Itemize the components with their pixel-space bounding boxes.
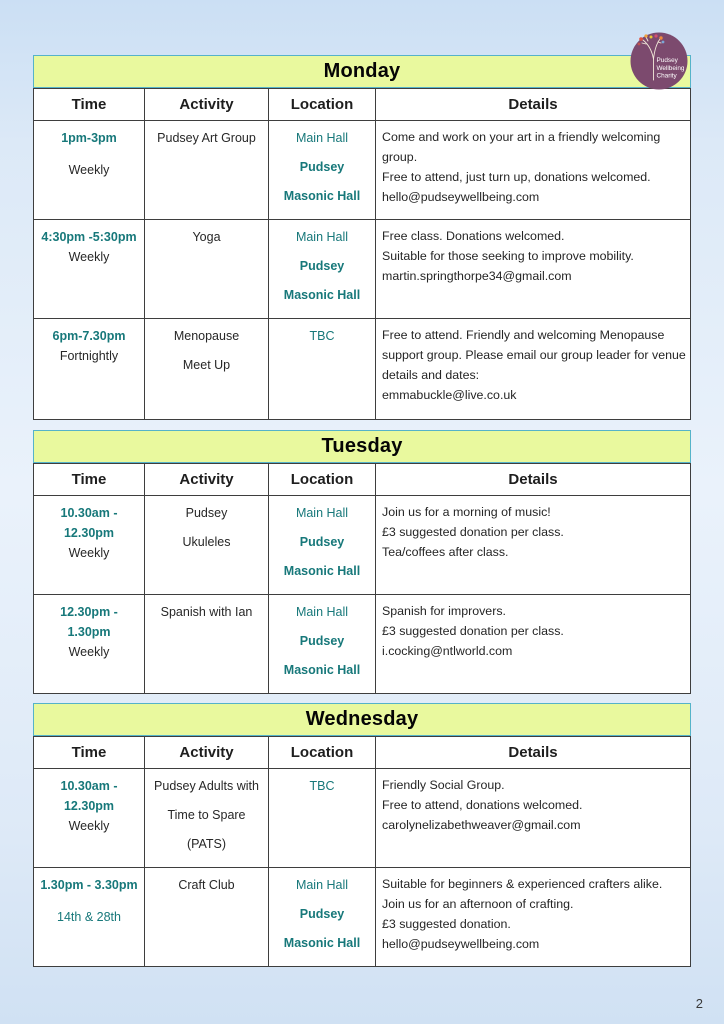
frequency-text: Weekly	[68, 645, 110, 659]
activity-text: Meet Up	[182, 358, 231, 372]
column-header-row	[34, 464, 691, 496]
location-cell	[269, 595, 376, 694]
day-header-tuesday	[33, 430, 691, 463]
time-text: 12.30pm	[63, 526, 115, 540]
location-text: Pudsey	[299, 259, 345, 273]
day-header-wednesday	[33, 703, 691, 736]
column-header-activity: Activity	[145, 89, 269, 121]
logo-text-line1: Pudsey	[656, 57, 678, 64]
time-text: 4:30pm -5:30pm	[41, 230, 137, 244]
activity-cell	[145, 121, 269, 220]
frequency-text: Weekly	[68, 546, 110, 560]
activity-text: Pudsey	[185, 506, 228, 520]
column-header-location: Location	[269, 464, 376, 496]
activity-text: Spanish with Ian	[160, 605, 253, 619]
column-header-activity: Activity	[145, 464, 269, 496]
activity-cell	[145, 868, 269, 967]
details-cell	[376, 769, 691, 868]
location-text: Masonic Hall	[283, 564, 361, 578]
time-cell	[34, 220, 145, 319]
day-section-tuesday	[33, 430, 691, 694]
column-header-time: Time	[34, 737, 145, 769]
activity-cell	[145, 319, 269, 420]
logo-text-line3: Charity	[656, 72, 677, 80]
location-text: Masonic Hall	[283, 288, 361, 302]
activity-text: Pudsey Adults with	[154, 779, 259, 793]
column-header-row	[34, 737, 691, 769]
details-cell	[376, 220, 691, 319]
location-text: Main Hall	[295, 878, 349, 892]
details-cell	[376, 868, 691, 967]
details-text: Suitable for beginners & experienced crafters alike.	[382, 877, 663, 891]
details-text: Tea/coffees after class.	[382, 545, 509, 560]
details-email: i.cocking@ntlworld.com	[382, 644, 513, 659]
schedule-table-wednesday	[33, 736, 691, 967]
table-row	[34, 769, 691, 868]
location-text: Main Hall	[295, 605, 349, 619]
location-cell	[269, 868, 376, 967]
details-email: emmabuckle@live.co.uk	[382, 388, 517, 403]
details-text: Suitable for those seeking to improve mobility.	[382, 249, 634, 264]
details-email: hello@pudseywellbeing.com	[382, 937, 540, 952]
time-cell	[34, 868, 145, 967]
location-text: Masonic Hall	[283, 663, 361, 677]
location-text: Pudsey	[299, 535, 345, 549]
day-section-monday	[33, 55, 691, 420]
activity-text: Yoga	[192, 230, 221, 244]
table-row	[34, 595, 691, 694]
details-email: hello@pudseywellbeing.com	[382, 190, 540, 205]
column-header-activity: Activity	[145, 737, 269, 769]
schedule-table-monday	[33, 88, 691, 420]
location-text: Masonic Hall	[283, 189, 361, 203]
frequency-text: 14th & 28th	[57, 910, 121, 924]
details-text: £3 suggested donation per class.	[382, 525, 564, 540]
details-text: Friendly Social Group.	[382, 778, 505, 792]
details-email: martin.springthorpe34@gmail.com	[382, 269, 572, 284]
time-text: 1.30pm - 3.30pm	[40, 878, 138, 892]
activity-cell	[145, 220, 269, 319]
details-text: Come and work on your art in a friendly welcoming group.	[382, 130, 661, 165]
day-header-monday	[33, 55, 691, 88]
location-cell	[269, 121, 376, 220]
charity-logo	[630, 32, 688, 90]
time-text: 12.30pm	[63, 799, 115, 813]
details-email: carolynelizabethweaver@gmail.com	[382, 818, 581, 833]
table-row	[34, 868, 691, 967]
details-text: £3 suggested donation per class.	[382, 624, 564, 639]
details-cell	[376, 595, 691, 694]
details-text: Join us for an afternoon of crafting.	[382, 897, 574, 912]
activity-cell	[145, 496, 269, 595]
location-cell	[269, 496, 376, 595]
day-title: Wednesday	[305, 708, 419, 730]
details-text: Free class. Donations welcomed.	[382, 229, 565, 243]
location-cell	[269, 319, 376, 420]
schedule-table-tuesday	[33, 463, 691, 694]
table-row	[34, 319, 691, 420]
location-text: Pudsey	[299, 907, 345, 921]
day-section-wednesday	[33, 703, 691, 967]
charity-logo-icon	[630, 32, 688, 90]
table-row	[34, 121, 691, 220]
time-text: 1pm-3pm	[61, 131, 117, 145]
column-header-row	[34, 89, 691, 121]
time-cell	[34, 769, 145, 868]
details-text: Spanish for improvers.	[382, 604, 506, 618]
column-header-time: Time	[34, 89, 145, 121]
details-cell	[376, 121, 691, 220]
frequency-text: Weekly	[68, 163, 110, 177]
logo-text-line2: Wellbeing	[656, 64, 685, 72]
column-header-details: Details	[376, 464, 691, 496]
details-text: £3 suggested donation.	[382, 917, 511, 932]
activity-text: Craft Club	[178, 878, 235, 892]
location-text: Pudsey	[299, 634, 345, 648]
time-text: 10.30am -	[60, 779, 118, 793]
activity-text: Menopause	[173, 329, 240, 343]
location-text: Main Hall	[295, 230, 349, 244]
column-header-location: Location	[269, 89, 376, 121]
column-header-location: Location	[269, 737, 376, 769]
details-cell	[376, 496, 691, 595]
details-text: Free to attend. Friendly and welcoming Menopause support group. Please email our group leader for venue details and dates:	[382, 328, 686, 383]
frequency-text: Weekly	[68, 819, 110, 833]
location-text: Masonic Hall	[283, 936, 361, 950]
activity-text: Time to Spare	[167, 808, 246, 822]
location-cell	[269, 220, 376, 319]
details-text: Free to attend, just turn up, donations welcomed.	[382, 170, 651, 185]
location-cell	[269, 769, 376, 868]
time-cell	[34, 319, 145, 420]
activity-cell	[145, 595, 269, 694]
day-title: Monday	[323, 60, 401, 82]
activity-text: (PATS)	[186, 837, 227, 851]
time-text: 12.30pm -	[60, 605, 118, 619]
location-text: Main Hall	[295, 131, 349, 145]
details-cell	[376, 319, 691, 420]
location-text: Pudsey	[299, 160, 345, 174]
page-number: 2	[695, 996, 703, 1011]
activity-cell	[145, 769, 269, 868]
table-row	[34, 496, 691, 595]
column-header-details: Details	[376, 89, 691, 121]
time-text: 10.30am -	[60, 506, 118, 520]
time-cell	[34, 496, 145, 595]
time-cell	[34, 121, 145, 220]
location-text: TBC	[309, 329, 335, 343]
location-text: TBC	[309, 779, 335, 793]
time-text: 1.30pm	[67, 625, 111, 639]
column-header-details: Details	[376, 737, 691, 769]
details-text: Join us for a morning of music!	[382, 505, 551, 519]
day-title: Tuesday	[321, 435, 403, 457]
activity-text: Pudsey Art Group	[157, 131, 256, 145]
activity-text: Ukuleles	[182, 535, 231, 549]
frequency-text: Weekly	[68, 250, 110, 264]
details-text: Free to attend, donations welcomed.	[382, 798, 583, 813]
column-header-time: Time	[34, 464, 145, 496]
table-row	[34, 220, 691, 319]
frequency-text: Fortnightly	[59, 349, 119, 363]
time-cell	[34, 595, 145, 694]
time-text: 6pm-7.30pm	[52, 329, 126, 343]
location-text: Main Hall	[295, 506, 349, 520]
